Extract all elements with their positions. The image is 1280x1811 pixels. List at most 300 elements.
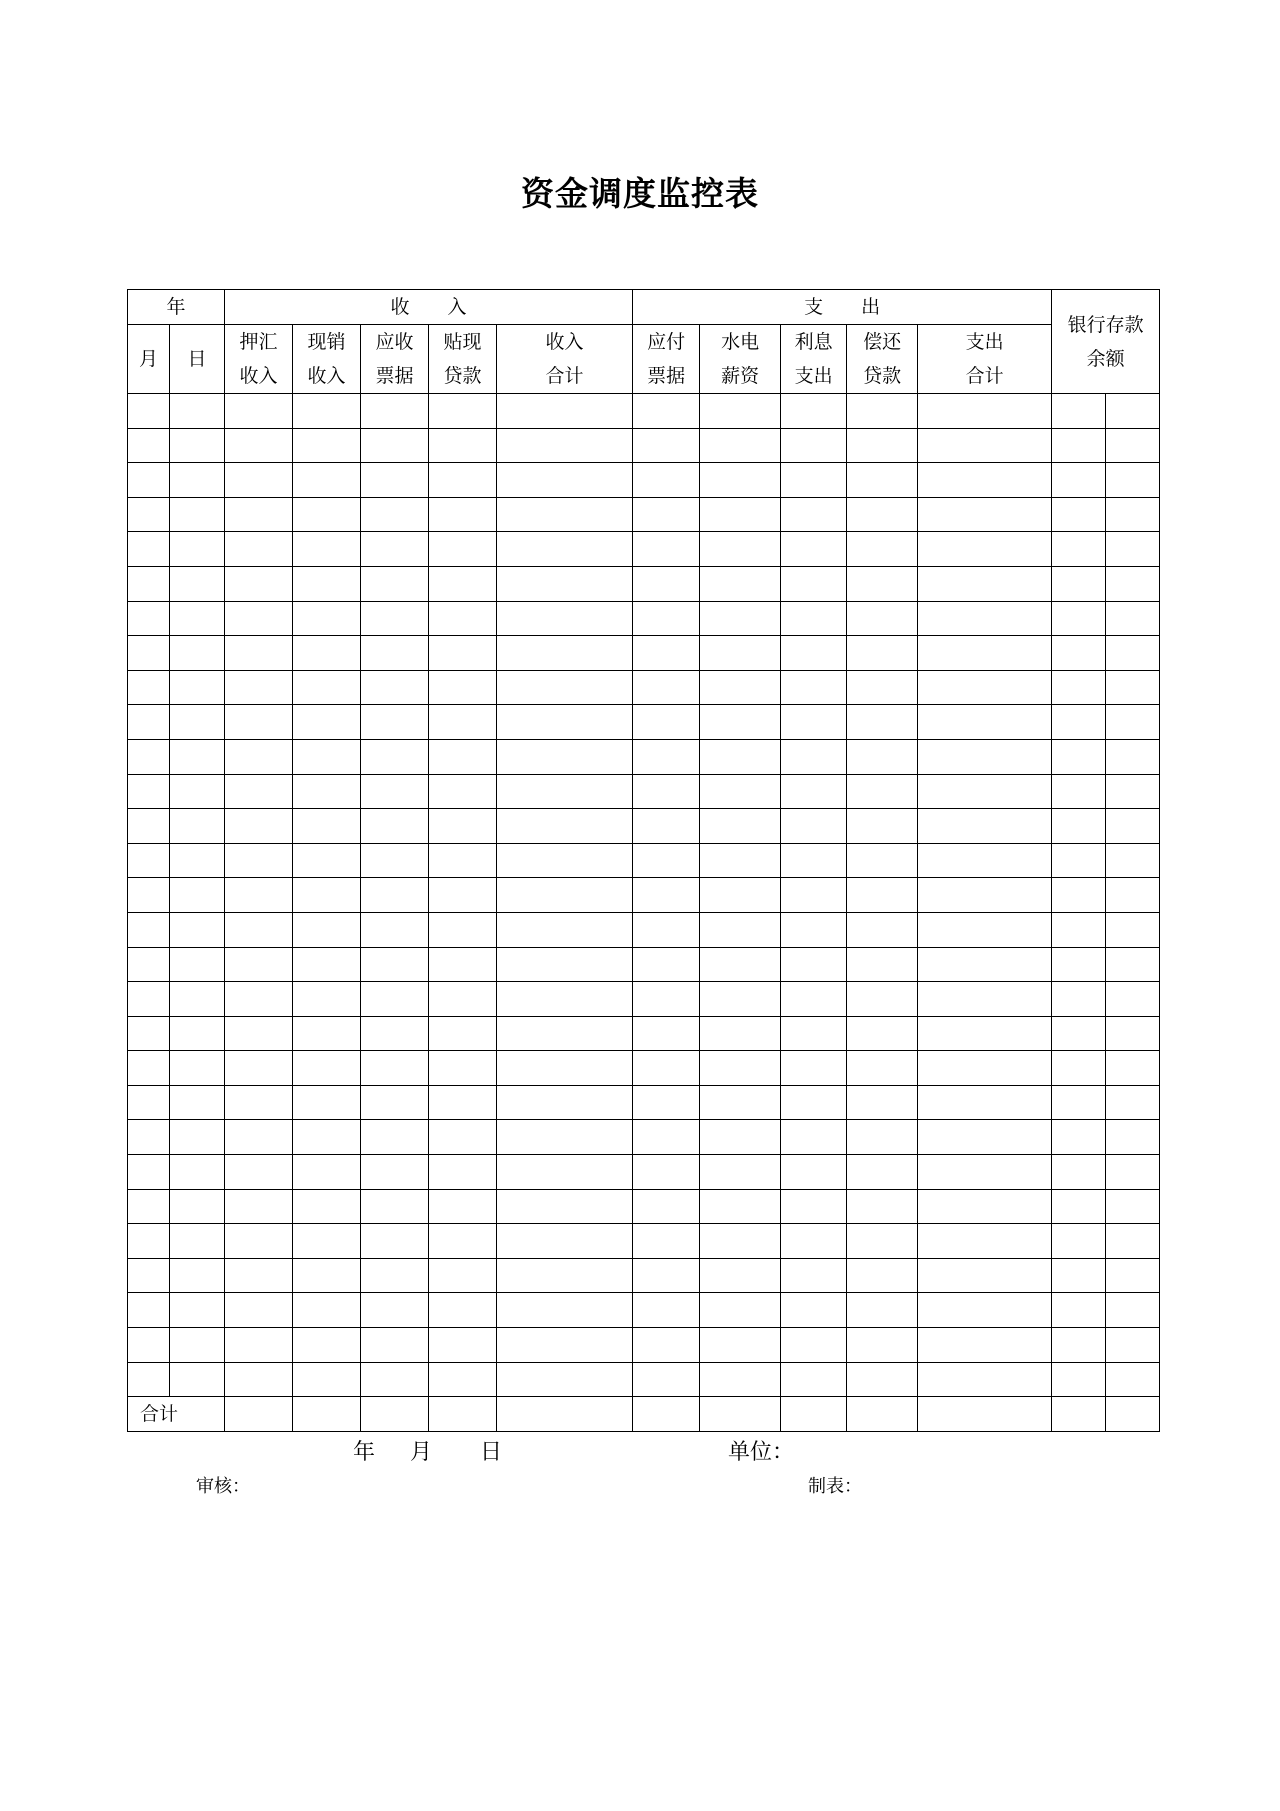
table-cell[interactable] [497,843,633,878]
table-cell[interactable] [497,1189,633,1224]
table-cell[interactable] [293,670,361,705]
table-cell[interactable] [700,1224,781,1259]
table-cell[interactable] [633,1051,700,1086]
table-cell[interactable] [700,843,781,878]
table-cell[interactable] [633,739,700,774]
table-cell[interactable] [633,566,700,601]
table-cell[interactable] [497,1085,633,1120]
table-cell[interactable] [781,497,847,532]
table-cell[interactable] [429,878,497,913]
table-cell[interactable] [361,636,429,671]
table-cell[interactable] [700,1120,781,1155]
table-cell[interactable] [700,878,781,913]
table-cell[interactable] [293,1016,361,1051]
table-cell[interactable] [293,1293,361,1328]
table-cell[interactable] [429,601,497,636]
table-cell[interactable] [918,1397,1052,1432]
table-cell[interactable] [128,1189,170,1224]
table-cell[interactable] [170,1362,225,1397]
table-cell[interactable] [225,1155,293,1190]
table-cell[interactable] [293,566,361,601]
table-cell[interactable] [225,1224,293,1259]
table-cell[interactable] [293,1155,361,1190]
table-cell[interactable] [781,774,847,809]
table-cell[interactable] [1052,774,1106,809]
table-cell[interactable] [847,463,918,498]
table-cell[interactable] [918,1120,1052,1155]
table-cell[interactable] [1106,982,1160,1017]
table-cell[interactable] [847,947,918,982]
table-cell[interactable] [700,1397,781,1432]
table-cell[interactable] [170,566,225,601]
table-cell[interactable] [128,982,170,1017]
table-cell[interactable] [700,912,781,947]
table-cell[interactable] [1052,532,1106,567]
table-cell[interactable] [128,1293,170,1328]
table-cell[interactable] [781,636,847,671]
table-cell[interactable] [361,1155,429,1190]
table-cell[interactable] [781,670,847,705]
table-cell[interactable] [1052,566,1106,601]
table-cell[interactable] [225,1258,293,1293]
table-cell[interactable] [847,601,918,636]
table-cell[interactable] [847,1120,918,1155]
table-cell[interactable] [497,1258,633,1293]
table-cell[interactable] [293,1051,361,1086]
table-cell[interactable] [633,843,700,878]
table-cell[interactable] [918,774,1052,809]
table-cell[interactable] [429,463,497,498]
table-cell[interactable] [1106,670,1160,705]
table-cell[interactable] [847,1258,918,1293]
table-cell[interactable] [128,1362,170,1397]
table-cell[interactable] [497,497,633,532]
table-cell[interactable] [293,1120,361,1155]
table-cell[interactable] [781,1120,847,1155]
table-cell[interactable] [497,428,633,463]
table-cell[interactable] [170,463,225,498]
table-cell[interactable] [170,1051,225,1086]
table-cell[interactable] [1106,532,1160,567]
table-cell[interactable] [497,1328,633,1363]
table-cell[interactable] [429,947,497,982]
table-cell[interactable] [429,774,497,809]
table-cell[interactable] [633,601,700,636]
table-cell[interactable] [633,982,700,1017]
table-cell[interactable] [429,1362,497,1397]
table-cell[interactable] [128,705,170,740]
table-cell[interactable] [1052,739,1106,774]
table-cell[interactable] [429,497,497,532]
table-cell[interactable] [633,1293,700,1328]
table-cell[interactable] [497,566,633,601]
table-cell[interactable] [361,601,429,636]
table-cell[interactable] [429,1085,497,1120]
table-cell[interactable] [918,1155,1052,1190]
table-cell[interactable] [293,739,361,774]
table-cell[interactable] [781,1362,847,1397]
table-cell[interactable] [1052,982,1106,1017]
table-cell[interactable] [497,1224,633,1259]
table-cell[interactable] [918,1328,1052,1363]
table-cell[interactable] [1052,1155,1106,1190]
table-cell[interactable] [1052,1051,1106,1086]
table-cell[interactable] [128,566,170,601]
table-cell[interactable] [847,912,918,947]
table-cell[interactable] [293,1328,361,1363]
table-cell[interactable] [700,1155,781,1190]
table-cell[interactable] [225,912,293,947]
table-cell[interactable] [497,601,633,636]
table-cell[interactable] [497,1362,633,1397]
table-cell[interactable] [781,947,847,982]
table-cell[interactable] [497,1397,633,1432]
table-cell[interactable] [170,1293,225,1328]
table-cell[interactable] [361,705,429,740]
table-cell[interactable] [128,601,170,636]
table-cell[interactable] [847,532,918,567]
table-cell[interactable] [700,463,781,498]
table-cell[interactable] [781,982,847,1017]
table-cell[interactable] [1052,1224,1106,1259]
table-cell[interactable] [781,1328,847,1363]
table-cell[interactable] [918,497,1052,532]
table-cell[interactable] [225,463,293,498]
table-cell[interactable] [633,532,700,567]
table-cell[interactable] [128,670,170,705]
table-cell[interactable] [293,532,361,567]
table-cell[interactable] [361,774,429,809]
table-cell[interactable] [170,1120,225,1155]
table-cell[interactable] [1106,601,1160,636]
table-cell[interactable] [128,1016,170,1051]
table-cell[interactable] [918,1224,1052,1259]
table-cell[interactable] [293,947,361,982]
table-cell[interactable] [361,1189,429,1224]
table-cell[interactable] [170,1258,225,1293]
table-cell[interactable] [497,1155,633,1190]
table-cell[interactable] [781,878,847,913]
table-cell[interactable] [170,1328,225,1363]
table-cell[interactable] [128,1258,170,1293]
table-cell[interactable] [170,705,225,740]
table-cell[interactable] [361,1051,429,1086]
table-cell[interactable] [1106,1051,1160,1086]
table-cell[interactable] [781,1016,847,1051]
table-cell[interactable] [225,843,293,878]
table-cell[interactable] [497,1293,633,1328]
table-cell[interactable] [918,394,1052,429]
table-cell[interactable] [1106,947,1160,982]
table-cell[interactable] [429,1051,497,1086]
table-cell[interactable] [170,947,225,982]
table-cell[interactable] [170,1085,225,1120]
table-cell[interactable] [361,1258,429,1293]
table-cell[interactable] [1052,497,1106,532]
table-cell[interactable] [847,1016,918,1051]
table-cell[interactable] [170,774,225,809]
table-cell[interactable] [128,532,170,567]
table-cell[interactable] [918,1258,1052,1293]
table-cell[interactable] [170,394,225,429]
table-cell[interactable] [847,497,918,532]
table-cell[interactable] [225,774,293,809]
table-cell[interactable] [781,601,847,636]
table-cell[interactable] [361,1362,429,1397]
table-cell[interactable] [429,1328,497,1363]
table-cell[interactable] [781,1224,847,1259]
table-cell[interactable] [633,705,700,740]
table-cell[interactable] [293,394,361,429]
table-cell[interactable] [497,912,633,947]
table-cell[interactable] [429,636,497,671]
table-cell[interactable] [1106,566,1160,601]
table-cell[interactable] [293,1189,361,1224]
table-cell[interactable] [847,394,918,429]
table-cell[interactable] [700,739,781,774]
table-cell[interactable] [225,982,293,1017]
table-cell[interactable] [1052,1397,1106,1432]
table-cell[interactable] [918,982,1052,1017]
table-cell[interactable] [361,394,429,429]
table-cell[interactable] [781,1155,847,1190]
table-cell[interactable] [225,1120,293,1155]
table-cell[interactable] [847,566,918,601]
table-cell[interactable] [170,843,225,878]
table-cell[interactable] [170,1224,225,1259]
table-cell[interactable] [781,739,847,774]
table-cell[interactable] [1052,705,1106,740]
table-cell[interactable] [361,947,429,982]
table-cell[interactable] [170,428,225,463]
table-cell[interactable] [1052,463,1106,498]
table-cell[interactable] [700,1328,781,1363]
table-cell[interactable] [1106,1189,1160,1224]
table-cell[interactable] [429,912,497,947]
table-cell[interactable] [633,774,700,809]
table-cell[interactable] [429,1016,497,1051]
table-cell[interactable] [847,1362,918,1397]
table-cell[interactable] [361,670,429,705]
table-cell[interactable] [225,497,293,532]
table-cell[interactable] [293,497,361,532]
table-cell[interactable] [361,878,429,913]
table-cell[interactable] [700,982,781,1017]
table-cell[interactable] [918,601,1052,636]
table-cell[interactable] [293,463,361,498]
table-cell[interactable] [781,843,847,878]
table-cell[interactable] [170,1016,225,1051]
table-cell[interactable] [225,809,293,844]
table-cell[interactable] [429,982,497,1017]
table-cell[interactable] [361,843,429,878]
table-cell[interactable] [225,739,293,774]
table-cell[interactable] [1106,774,1160,809]
table-cell[interactable] [633,809,700,844]
table-cell[interactable] [497,878,633,913]
table-cell[interactable] [918,912,1052,947]
table-cell[interactable] [781,1085,847,1120]
table-cell[interactable] [361,1293,429,1328]
table-cell[interactable] [293,809,361,844]
table-cell[interactable] [847,705,918,740]
table-cell[interactable] [700,705,781,740]
table-cell[interactable] [633,1016,700,1051]
table-cell[interactable] [128,1155,170,1190]
table-cell[interactable] [700,1189,781,1224]
table-cell[interactable] [1052,809,1106,844]
table-cell[interactable] [128,843,170,878]
table-cell[interactable] [918,705,1052,740]
table-cell[interactable] [847,774,918,809]
table-cell[interactable] [1106,1397,1160,1432]
table-cell[interactable] [633,428,700,463]
table-cell[interactable] [918,1085,1052,1120]
table-cell[interactable] [429,394,497,429]
table-cell[interactable] [633,1155,700,1190]
table-cell[interactable] [1106,1293,1160,1328]
table-cell[interactable] [170,982,225,1017]
table-cell[interactable] [497,947,633,982]
table-cell[interactable] [429,705,497,740]
table-cell[interactable] [1052,1085,1106,1120]
table-cell[interactable] [225,1189,293,1224]
table-cell[interactable] [225,705,293,740]
table-cell[interactable] [429,1293,497,1328]
table-cell[interactable] [633,1085,700,1120]
table-cell[interactable] [1052,1293,1106,1328]
table-cell[interactable] [633,394,700,429]
table-cell[interactable] [225,601,293,636]
table-cell[interactable] [918,636,1052,671]
table-cell[interactable] [128,394,170,429]
table-cell[interactable] [847,428,918,463]
table-cell[interactable] [918,670,1052,705]
table-cell[interactable] [1052,878,1106,913]
table-cell[interactable] [918,1016,1052,1051]
table-cell[interactable] [1106,809,1160,844]
table-cell[interactable] [847,1224,918,1259]
table-cell[interactable] [225,532,293,567]
table-cell[interactable] [429,670,497,705]
table-cell[interactable] [1052,1016,1106,1051]
table-cell[interactable] [361,1397,429,1432]
table-cell[interactable] [918,878,1052,913]
table-cell[interactable] [847,809,918,844]
table-cell[interactable] [918,1189,1052,1224]
table-cell[interactable] [497,982,633,1017]
table-cell[interactable] [1052,1258,1106,1293]
table-cell[interactable] [225,1051,293,1086]
table-cell[interactable] [170,532,225,567]
table-cell[interactable] [1052,428,1106,463]
table-cell[interactable] [1052,1120,1106,1155]
table-cell[interactable] [361,809,429,844]
table-cell[interactable] [225,394,293,429]
table-cell[interactable] [497,394,633,429]
table-cell[interactable] [170,497,225,532]
table-cell[interactable] [361,912,429,947]
table-cell[interactable] [293,428,361,463]
table-cell[interactable] [781,912,847,947]
table-cell[interactable] [293,1224,361,1259]
table-cell[interactable] [918,739,1052,774]
table-cell[interactable] [1052,843,1106,878]
table-cell[interactable] [361,1328,429,1363]
table-cell[interactable] [700,1258,781,1293]
table-cell[interactable] [1106,878,1160,913]
table-cell[interactable] [781,532,847,567]
table-cell[interactable] [1106,1120,1160,1155]
table-cell[interactable] [128,739,170,774]
table-cell[interactable] [847,1293,918,1328]
table-cell[interactable] [170,601,225,636]
table-cell[interactable] [128,1120,170,1155]
table-cell[interactable] [225,1085,293,1120]
table-cell[interactable] [700,670,781,705]
table-cell[interactable] [700,774,781,809]
table-cell[interactable] [429,428,497,463]
table-cell[interactable] [225,670,293,705]
table-cell[interactable] [633,1120,700,1155]
table-cell[interactable] [128,497,170,532]
table-cell[interactable] [1052,670,1106,705]
table-cell[interactable] [1052,636,1106,671]
table-cell[interactable] [700,1016,781,1051]
table-cell[interactable] [781,394,847,429]
table-cell[interactable] [497,705,633,740]
table-cell[interactable] [700,428,781,463]
table-cell[interactable] [918,1051,1052,1086]
table-cell[interactable] [1052,1328,1106,1363]
table-cell[interactable] [700,1362,781,1397]
table-cell[interactable] [429,739,497,774]
table-cell[interactable] [361,739,429,774]
table-cell[interactable] [1106,428,1160,463]
table-cell[interactable] [847,1189,918,1224]
table-cell[interactable] [293,1085,361,1120]
table-cell[interactable] [1106,1328,1160,1363]
table-cell[interactable] [429,1189,497,1224]
table-cell[interactable] [128,1085,170,1120]
table-cell[interactable] [128,947,170,982]
table-cell[interactable] [170,739,225,774]
table-cell[interactable] [293,774,361,809]
table-cell[interactable] [1052,912,1106,947]
table-cell[interactable] [293,601,361,636]
table-cell[interactable] [361,1085,429,1120]
table-cell[interactable] [700,394,781,429]
table-cell[interactable] [1106,1155,1160,1190]
table-cell[interactable] [781,566,847,601]
table-cell[interactable] [128,912,170,947]
table-cell[interactable] [1052,1362,1106,1397]
table-cell[interactable] [225,878,293,913]
table-cell[interactable] [1106,497,1160,532]
table-cell[interactable] [170,1189,225,1224]
table-cell[interactable] [429,1155,497,1190]
table-cell[interactable] [170,878,225,913]
table-cell[interactable] [429,843,497,878]
table-cell[interactable] [918,1293,1052,1328]
table-cell[interactable] [170,636,225,671]
table-cell[interactable] [225,1016,293,1051]
table-cell[interactable] [293,1362,361,1397]
table-cell[interactable] [847,1085,918,1120]
table-cell[interactable] [1052,601,1106,636]
table-cell[interactable] [1106,1016,1160,1051]
table-cell[interactable] [128,1224,170,1259]
